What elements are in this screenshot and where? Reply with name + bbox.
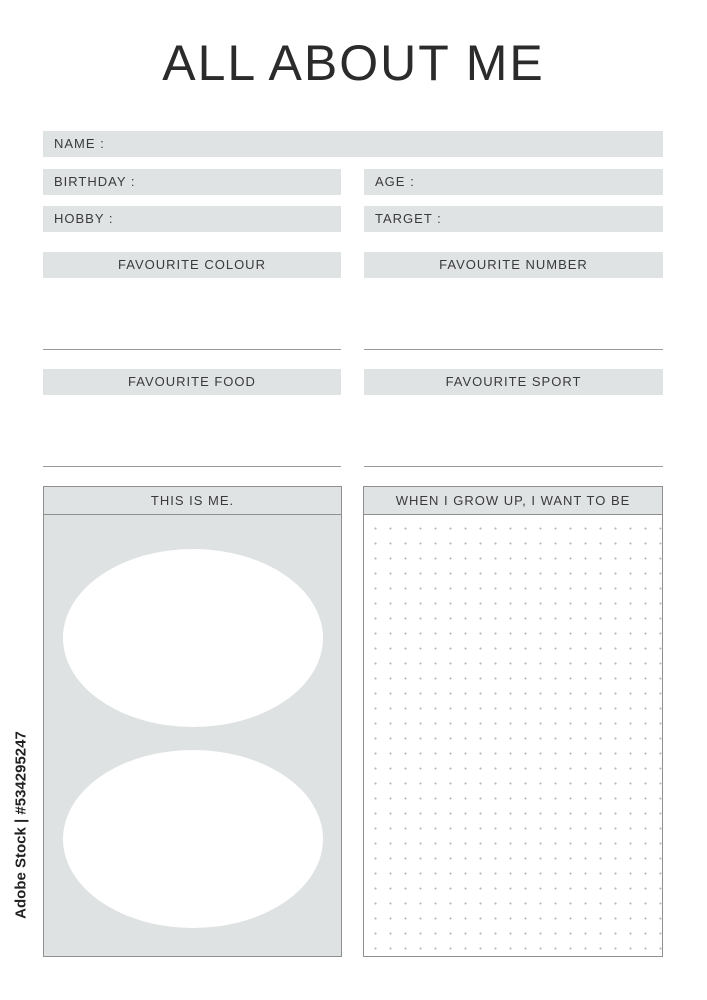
name-label: NAME : bbox=[54, 136, 105, 151]
favourite-colour-heading: FAVOURITE COLOUR bbox=[43, 252, 341, 278]
favourite-food-heading: FAVOURITE FOOD bbox=[43, 369, 341, 395]
this-is-me-panel bbox=[43, 486, 342, 957]
hobby-label: HOBBY : bbox=[54, 211, 114, 226]
photo-frame-top[interactable] bbox=[63, 549, 323, 727]
age-field[interactable] bbox=[364, 169, 663, 195]
age-label: AGE : bbox=[375, 174, 415, 189]
name-field[interactable] bbox=[43, 131, 663, 157]
photo-frame-bottom[interactable] bbox=[63, 750, 323, 928]
hobby-field[interactable] bbox=[43, 206, 341, 232]
photo-area bbox=[44, 515, 341, 956]
favourite-colour-writing-line[interactable] bbox=[43, 349, 341, 350]
target-field[interactable] bbox=[364, 206, 663, 232]
favourite-number-heading: FAVOURITE NUMBER bbox=[364, 252, 663, 278]
favourite-sport-writing-line[interactable] bbox=[364, 466, 663, 467]
favourite-food-writing-line[interactable] bbox=[43, 466, 341, 467]
birthday-label: BIRTHDAY : bbox=[54, 174, 136, 189]
grow-up-panel bbox=[363, 486, 663, 957]
birthday-field[interactable] bbox=[43, 169, 341, 195]
stock-id-watermark bbox=[6, 731, 36, 919]
target-label: TARGET : bbox=[375, 211, 442, 226]
stock-id-text: Adobe Stock | #534295247 bbox=[12, 731, 30, 919]
this-is-me-heading: THIS IS ME. bbox=[44, 487, 341, 515]
favourite-number-writing-line[interactable] bbox=[364, 349, 663, 350]
dot-grid-writing-area[interactable] bbox=[364, 515, 662, 956]
grow-up-heading: WHEN I GROW UP, I WANT TO BE bbox=[364, 487, 662, 515]
favourite-sport-heading: FAVOURITE SPORT bbox=[364, 369, 663, 395]
page-title: ALL ABOUT ME bbox=[162, 35, 545, 91]
